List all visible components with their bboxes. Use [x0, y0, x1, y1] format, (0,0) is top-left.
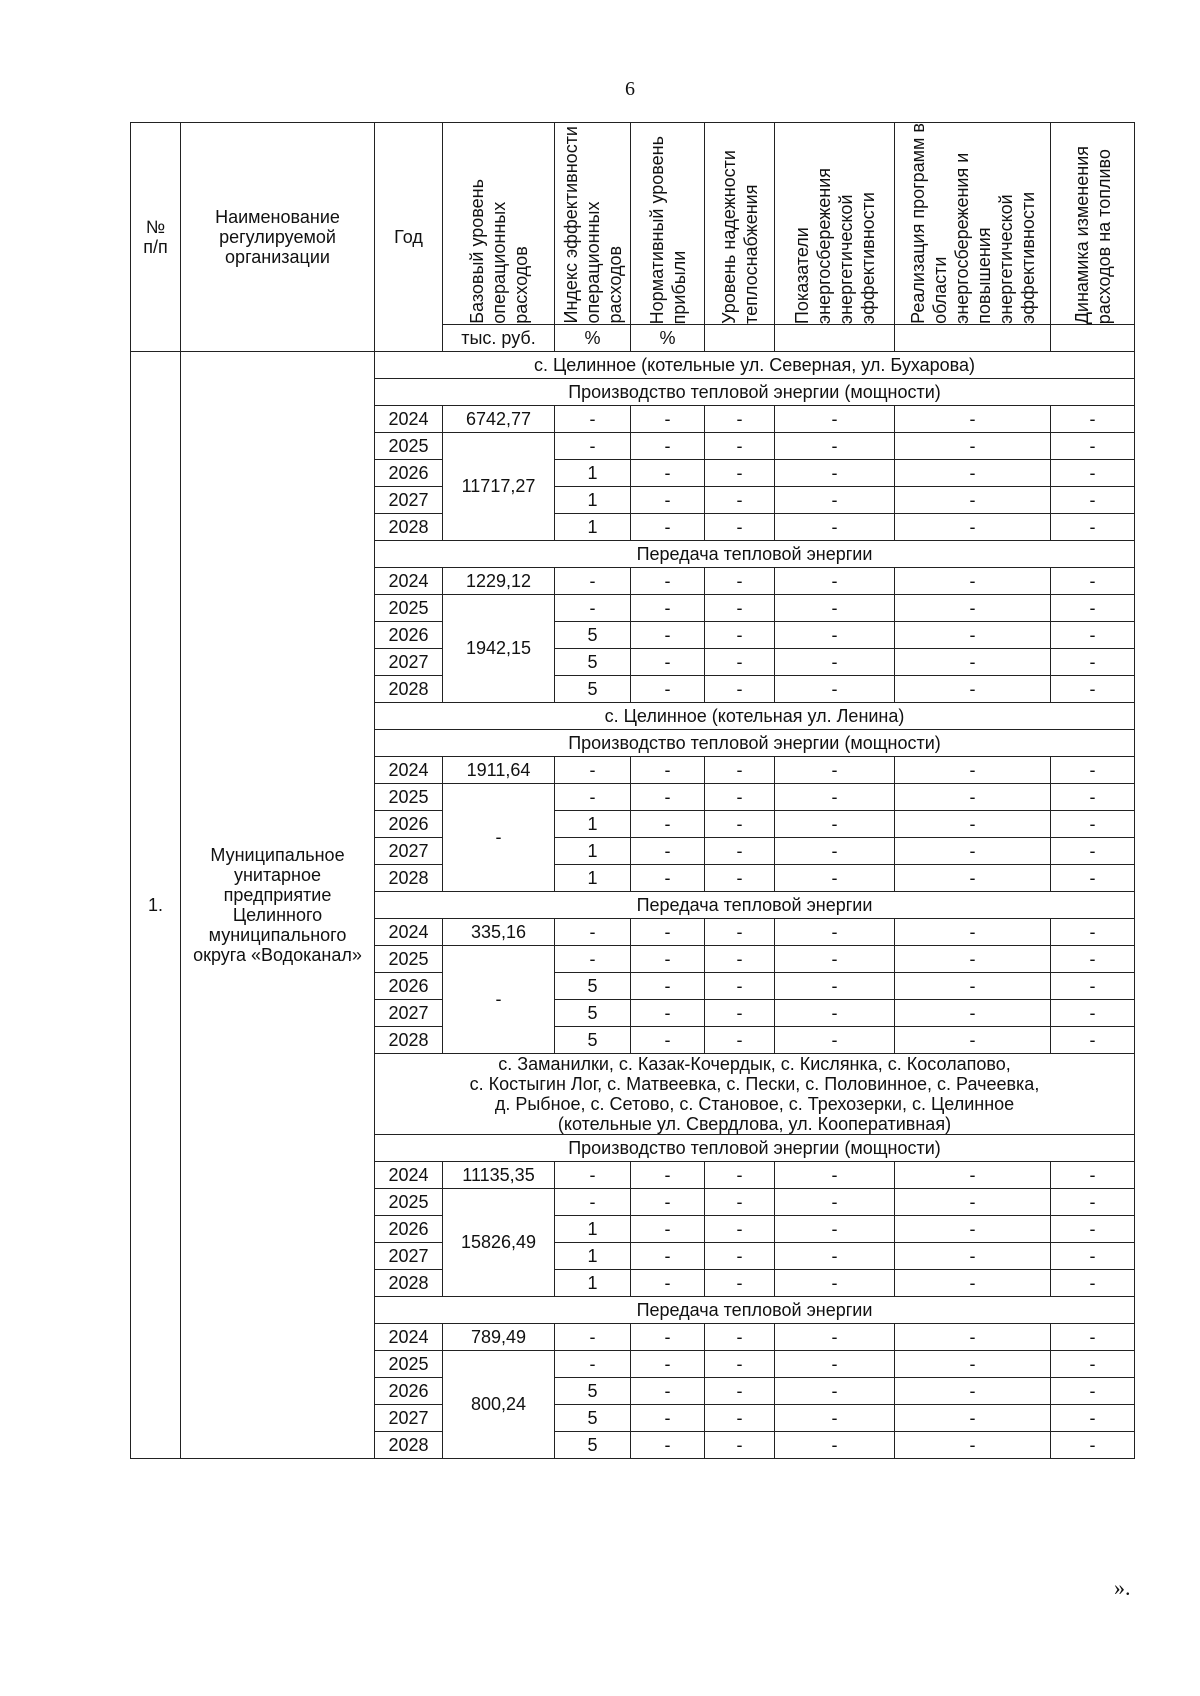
reliability-cell: - — [705, 648, 775, 675]
programs-cell: - — [895, 756, 1051, 783]
year-cell: 2024 — [375, 918, 443, 945]
section-title-row — [131, 351, 1135, 378]
profit-level-cell: - — [631, 783, 705, 810]
programs-cell: - — [895, 918, 1051, 945]
efficiency-index-cell: 1 — [555, 513, 631, 540]
energy-saving-cell: - — [775, 1323, 895, 1350]
efficiency-index-cell: - — [555, 1323, 631, 1350]
header-energy-saving: Показатели энергосбережения энергетической эффективности — [775, 123, 895, 325]
header-num: № п/п — [131, 123, 181, 352]
base-opex-cell: - — [443, 783, 555, 891]
programs-cell: - — [895, 999, 1051, 1026]
reliability-cell: - — [705, 1215, 775, 1242]
energy-saving-cell: - — [775, 918, 895, 945]
year-cell: 2025 — [375, 594, 443, 621]
year-cell: 2026 — [375, 459, 443, 486]
unit-empty — [775, 324, 895, 351]
energy-saving-cell: - — [775, 621, 895, 648]
energy-saving-cell: - — [775, 1431, 895, 1458]
fuel-dynamics-cell: - — [1051, 837, 1135, 864]
profit-level-cell: - — [631, 1242, 705, 1269]
base-opex-cell: 11717,27 — [443, 432, 555, 540]
base-opex-cell: 800,24 — [443, 1350, 555, 1458]
efficiency-index-cell: 1 — [555, 810, 631, 837]
programs-cell: - — [895, 1404, 1051, 1431]
energy-saving-cell: - — [775, 567, 895, 594]
profit-level-cell: - — [631, 1269, 705, 1296]
profit-level-cell: - — [631, 999, 705, 1026]
energy-saving-cell: - — [775, 459, 895, 486]
fuel-dynamics-cell: - — [1051, 621, 1135, 648]
programs-cell: - — [895, 486, 1051, 513]
unit-profit: % — [631, 324, 705, 351]
programs-cell: - — [895, 675, 1051, 702]
programs-cell: - — [895, 405, 1051, 432]
fuel-dynamics-cell: - — [1051, 1377, 1135, 1404]
reliability-cell: - — [705, 567, 775, 594]
efficiency-index-cell: - — [555, 945, 631, 972]
reliability-cell: - — [705, 1269, 775, 1296]
profit-level-cell: - — [631, 567, 705, 594]
unit-index: % — [555, 324, 631, 351]
programs-cell: - — [895, 1188, 1051, 1215]
efficiency-index-cell: 1 — [555, 1242, 631, 1269]
energy-saving-cell: - — [775, 432, 895, 459]
profit-level-cell: - — [631, 810, 705, 837]
fuel-dynamics-cell: - — [1051, 567, 1135, 594]
group-title: Производство тепловой энергии (мощности) — [375, 1134, 1135, 1161]
year-cell: 2028 — [375, 513, 443, 540]
header-year: Год — [375, 123, 443, 352]
fuel-dynamics-cell: - — [1051, 459, 1135, 486]
year-cell: 2027 — [375, 648, 443, 675]
group-title: Производство тепловой энергии (мощности) — [375, 729, 1135, 756]
programs-cell: - — [895, 648, 1051, 675]
programs-cell: - — [895, 1161, 1051, 1188]
year-cell: 2027 — [375, 837, 443, 864]
group-title: Передача тепловой энергии — [375, 540, 1135, 567]
efficiency-index-cell: 5 — [555, 972, 631, 999]
efficiency-index-cell: 5 — [555, 1026, 631, 1053]
profit-level-cell: - — [631, 675, 705, 702]
unit-base: тыс. руб. — [443, 324, 555, 351]
efficiency-index-cell: 5 — [555, 648, 631, 675]
programs-cell: - — [895, 810, 1051, 837]
programs-cell: - — [895, 567, 1051, 594]
reliability-cell: - — [705, 1161, 775, 1188]
reliability-cell: - — [705, 918, 775, 945]
profit-level-cell: - — [631, 756, 705, 783]
energy-saving-cell: - — [775, 594, 895, 621]
energy-saving-cell: - — [775, 756, 895, 783]
base-opex-cell: 15826,49 — [443, 1188, 555, 1296]
fuel-dynamics-cell: - — [1051, 675, 1135, 702]
fuel-dynamics-cell: - — [1051, 864, 1135, 891]
energy-saving-cell: - — [775, 1377, 895, 1404]
year-cell: 2024 — [375, 1161, 443, 1188]
profit-level-cell: - — [631, 972, 705, 999]
fuel-dynamics-cell: - — [1051, 1161, 1135, 1188]
energy-saving-cell: - — [775, 783, 895, 810]
reliability-cell: - — [705, 945, 775, 972]
group-title: Производство тепловой энергии (мощности) — [375, 378, 1135, 405]
profit-level-cell: - — [631, 1161, 705, 1188]
programs-cell: - — [895, 1269, 1051, 1296]
reliability-cell: - — [705, 675, 775, 702]
efficiency-index-cell: 5 — [555, 621, 631, 648]
fuel-dynamics-cell: - — [1051, 432, 1135, 459]
year-cell: 2027 — [375, 486, 443, 513]
fuel-dynamics-cell: - — [1051, 486, 1135, 513]
year-cell: 2026 — [375, 1215, 443, 1242]
efficiency-index-cell: - — [555, 405, 631, 432]
profit-level-cell: - — [631, 837, 705, 864]
reliability-cell: - — [705, 999, 775, 1026]
year-cell: 2028 — [375, 1431, 443, 1458]
fuel-dynamics-cell: - — [1051, 945, 1135, 972]
reliability-cell: - — [705, 594, 775, 621]
programs-cell: - — [895, 432, 1051, 459]
base-opex-cell: 1942,15 — [443, 594, 555, 702]
fuel-dynamics-cell: - — [1051, 594, 1135, 621]
year-cell: 2028 — [375, 1026, 443, 1053]
efficiency-index-cell: - — [555, 594, 631, 621]
profit-level-cell: - — [631, 864, 705, 891]
year-cell: 2024 — [375, 567, 443, 594]
row-number: 1. — [131, 351, 181, 1458]
year-cell: 2024 — [375, 405, 443, 432]
reliability-cell: - — [705, 486, 775, 513]
group-title: Передача тепловой энергии — [375, 891, 1135, 918]
programs-cell: - — [895, 1242, 1051, 1269]
profit-level-cell: - — [631, 1431, 705, 1458]
reliability-cell: - — [705, 1188, 775, 1215]
programs-cell: - — [895, 864, 1051, 891]
year-cell: 2025 — [375, 1350, 443, 1377]
profit-level-cell: - — [631, 621, 705, 648]
efficiency-index-cell: 5 — [555, 675, 631, 702]
section-title: с. Целинное (котельные ул. Северная, ул. Бухарова) — [375, 351, 1135, 378]
energy-saving-cell: - — [775, 1161, 895, 1188]
page-number: 6 — [625, 78, 635, 100]
section-title: с. Заманилки, с. Казак-Кочердык, с. Кислянка, с. Косолапово, с. Костыгин Лог, с. Матвеевка, с. Пески, с. Половинное, с. Рачеевка, д. Рыбное, с. Сетово, с. Становое, с. Трехозерки, с. Целинное (котельные ул. Свердлова, ул. Кооперативная) — [375, 1053, 1135, 1134]
programs-cell: - — [895, 1431, 1051, 1458]
programs-cell: - — [895, 594, 1051, 621]
fuel-dynamics-cell: - — [1051, 972, 1135, 999]
header-base-opex: Базовый уровень операционных расходов — [443, 123, 555, 325]
profit-level-cell: - — [631, 1404, 705, 1431]
efficiency-index-cell: - — [555, 1188, 631, 1215]
year-cell: 2028 — [375, 864, 443, 891]
year-cell: 2025 — [375, 783, 443, 810]
unit-empty — [1051, 324, 1135, 351]
fuel-dynamics-cell: - — [1051, 1188, 1135, 1215]
fuel-dynamics-cell: - — [1051, 1404, 1135, 1431]
efficiency-index-cell: 5 — [555, 999, 631, 1026]
year-cell: 2026 — [375, 1377, 443, 1404]
energy-saving-cell: - — [775, 513, 895, 540]
year-cell: 2028 — [375, 675, 443, 702]
energy-saving-cell: - — [775, 945, 895, 972]
fuel-dynamics-cell: - — [1051, 405, 1135, 432]
energy-saving-cell: - — [775, 1269, 895, 1296]
reliability-cell: - — [705, 432, 775, 459]
organization-name: Муниципальное унитарное предприятие Целинного муниципального округа «Водоканал» — [181, 351, 375, 1458]
fuel-dynamics-cell: - — [1051, 1431, 1135, 1458]
header-profit-level: Нормативный уровень прибыли — [631, 123, 705, 325]
energy-saving-cell: - — [775, 972, 895, 999]
base-opex-cell: 335,16 — [443, 918, 555, 945]
base-opex-cell: 789,49 — [443, 1323, 555, 1350]
profit-level-cell: - — [631, 1026, 705, 1053]
programs-cell: - — [895, 783, 1051, 810]
profit-level-cell: - — [631, 1323, 705, 1350]
efficiency-index-cell: - — [555, 1350, 631, 1377]
programs-cell: - — [895, 1350, 1051, 1377]
fuel-dynamics-cell: - — [1051, 756, 1135, 783]
reliability-cell: - — [705, 1350, 775, 1377]
year-cell: 2026 — [375, 621, 443, 648]
energy-saving-cell: - — [775, 675, 895, 702]
efficiency-index-cell: - — [555, 1161, 631, 1188]
efficiency-index-cell: 1 — [555, 864, 631, 891]
reliability-cell: - — [705, 972, 775, 999]
year-cell: 2024 — [375, 756, 443, 783]
section-title: с. Целинное (котельная ул. Ленина) — [375, 702, 1135, 729]
energy-saving-cell: - — [775, 864, 895, 891]
header-efficiency-index: Индекс эффективности операционных расходов — [555, 123, 631, 325]
header-reliability: Уровень надежности теплоснабжения — [705, 123, 775, 325]
profit-level-cell: - — [631, 594, 705, 621]
efficiency-index-cell: 5 — [555, 1404, 631, 1431]
reliability-cell: - — [705, 1323, 775, 1350]
profit-level-cell: - — [631, 648, 705, 675]
reliability-cell: - — [705, 837, 775, 864]
programs-cell: - — [895, 621, 1051, 648]
efficiency-index-cell: - — [555, 756, 631, 783]
energy-saving-cell: - — [775, 1026, 895, 1053]
profit-level-cell: - — [631, 432, 705, 459]
header-programs: Реализация программ в области энергосбережения и повышения энергетической эффективности — [895, 123, 1051, 325]
base-opex-cell: - — [443, 945, 555, 1053]
group-title: Передача тепловой энергии — [375, 1296, 1135, 1323]
reliability-cell: - — [705, 783, 775, 810]
year-cell: 2026 — [375, 810, 443, 837]
efficiency-index-cell: 5 — [555, 1377, 631, 1404]
reliability-cell: - — [705, 405, 775, 432]
profit-level-cell: - — [631, 945, 705, 972]
programs-cell: - — [895, 513, 1051, 540]
reliability-cell: - — [705, 1404, 775, 1431]
efficiency-index-cell: 1 — [555, 459, 631, 486]
year-cell: 2027 — [375, 999, 443, 1026]
efficiency-index-cell: - — [555, 783, 631, 810]
fuel-dynamics-cell: - — [1051, 918, 1135, 945]
profit-level-cell: - — [631, 1215, 705, 1242]
profit-level-cell: - — [631, 405, 705, 432]
base-opex-cell: 1911,64 — [443, 756, 555, 783]
fuel-dynamics-cell: - — [1051, 783, 1135, 810]
unit-empty — [705, 324, 775, 351]
energy-saving-cell: - — [775, 405, 895, 432]
energy-saving-cell: - — [775, 810, 895, 837]
energy-saving-cell: - — [775, 648, 895, 675]
year-cell: 2025 — [375, 1188, 443, 1215]
profit-level-cell: - — [631, 1350, 705, 1377]
profit-level-cell: - — [631, 513, 705, 540]
fuel-dynamics-cell: - — [1051, 1026, 1135, 1053]
energy-saving-cell: - — [775, 1188, 895, 1215]
header-fuel-dynamics: Динамика изменения расходов на топливо — [1051, 123, 1135, 325]
programs-cell: - — [895, 1215, 1051, 1242]
reliability-cell: - — [705, 1242, 775, 1269]
energy-saving-cell: - — [775, 837, 895, 864]
efficiency-index-cell: 1 — [555, 837, 631, 864]
reliability-cell: - — [705, 621, 775, 648]
fuel-dynamics-cell: - — [1051, 1323, 1135, 1350]
energy-saving-cell: - — [775, 1242, 895, 1269]
profit-level-cell: - — [631, 1188, 705, 1215]
regulation-parameters-table — [130, 122, 1135, 1459]
reliability-cell: - — [705, 810, 775, 837]
programs-cell: - — [895, 1377, 1051, 1404]
fuel-dynamics-cell: - — [1051, 1242, 1135, 1269]
header-row — [131, 123, 1135, 325]
energy-saving-cell: - — [775, 1350, 895, 1377]
reliability-cell: - — [705, 864, 775, 891]
energy-saving-cell: - — [775, 1404, 895, 1431]
fuel-dynamics-cell: - — [1051, 810, 1135, 837]
year-cell: 2025 — [375, 432, 443, 459]
year-cell: 2027 — [375, 1242, 443, 1269]
programs-cell: - — [895, 1026, 1051, 1053]
closing-quote: ». — [1114, 1575, 1131, 1600]
base-opex-cell: 11135,35 — [443, 1161, 555, 1188]
year-cell: 2024 — [375, 1323, 443, 1350]
base-opex-cell: 6742,77 — [443, 405, 555, 432]
efficiency-index-cell: 5 — [555, 1431, 631, 1458]
fuel-dynamics-cell: - — [1051, 999, 1135, 1026]
profit-level-cell: - — [631, 459, 705, 486]
fuel-dynamics-cell: - — [1051, 513, 1135, 540]
energy-saving-cell: - — [775, 999, 895, 1026]
header-organization: Наименование регулируемой организации — [181, 123, 375, 352]
reliability-cell: - — [705, 459, 775, 486]
reliability-cell: - — [705, 756, 775, 783]
programs-cell: - — [895, 459, 1051, 486]
year-cell: 2027 — [375, 1404, 443, 1431]
fuel-dynamics-cell: - — [1051, 1269, 1135, 1296]
programs-cell: - — [895, 945, 1051, 972]
efficiency-index-cell: - — [555, 567, 631, 594]
efficiency-index-cell: - — [555, 432, 631, 459]
year-cell: 2025 — [375, 945, 443, 972]
energy-saving-cell: - — [775, 486, 895, 513]
programs-cell: - — [895, 972, 1051, 999]
reliability-cell: - — [705, 1377, 775, 1404]
reliability-cell: - — [705, 1026, 775, 1053]
efficiency-index-cell: 1 — [555, 486, 631, 513]
programs-cell: - — [895, 837, 1051, 864]
profit-level-cell: - — [631, 486, 705, 513]
programs-cell: - — [895, 1323, 1051, 1350]
efficiency-index-cell: - — [555, 918, 631, 945]
base-opex-cell: 1229,12 — [443, 567, 555, 594]
profit-level-cell: - — [631, 1377, 705, 1404]
fuel-dynamics-cell: - — [1051, 1350, 1135, 1377]
unit-empty — [895, 324, 1051, 351]
year-cell: 2026 — [375, 972, 443, 999]
efficiency-index-cell: 1 — [555, 1215, 631, 1242]
fuel-dynamics-cell: - — [1051, 1215, 1135, 1242]
profit-level-cell: - — [631, 918, 705, 945]
reliability-cell: - — [705, 1431, 775, 1458]
efficiency-index-cell: 1 — [555, 1269, 631, 1296]
reliability-cell: - — [705, 513, 775, 540]
energy-saving-cell: - — [775, 1215, 895, 1242]
year-cell: 2028 — [375, 1269, 443, 1296]
fuel-dynamics-cell: - — [1051, 648, 1135, 675]
